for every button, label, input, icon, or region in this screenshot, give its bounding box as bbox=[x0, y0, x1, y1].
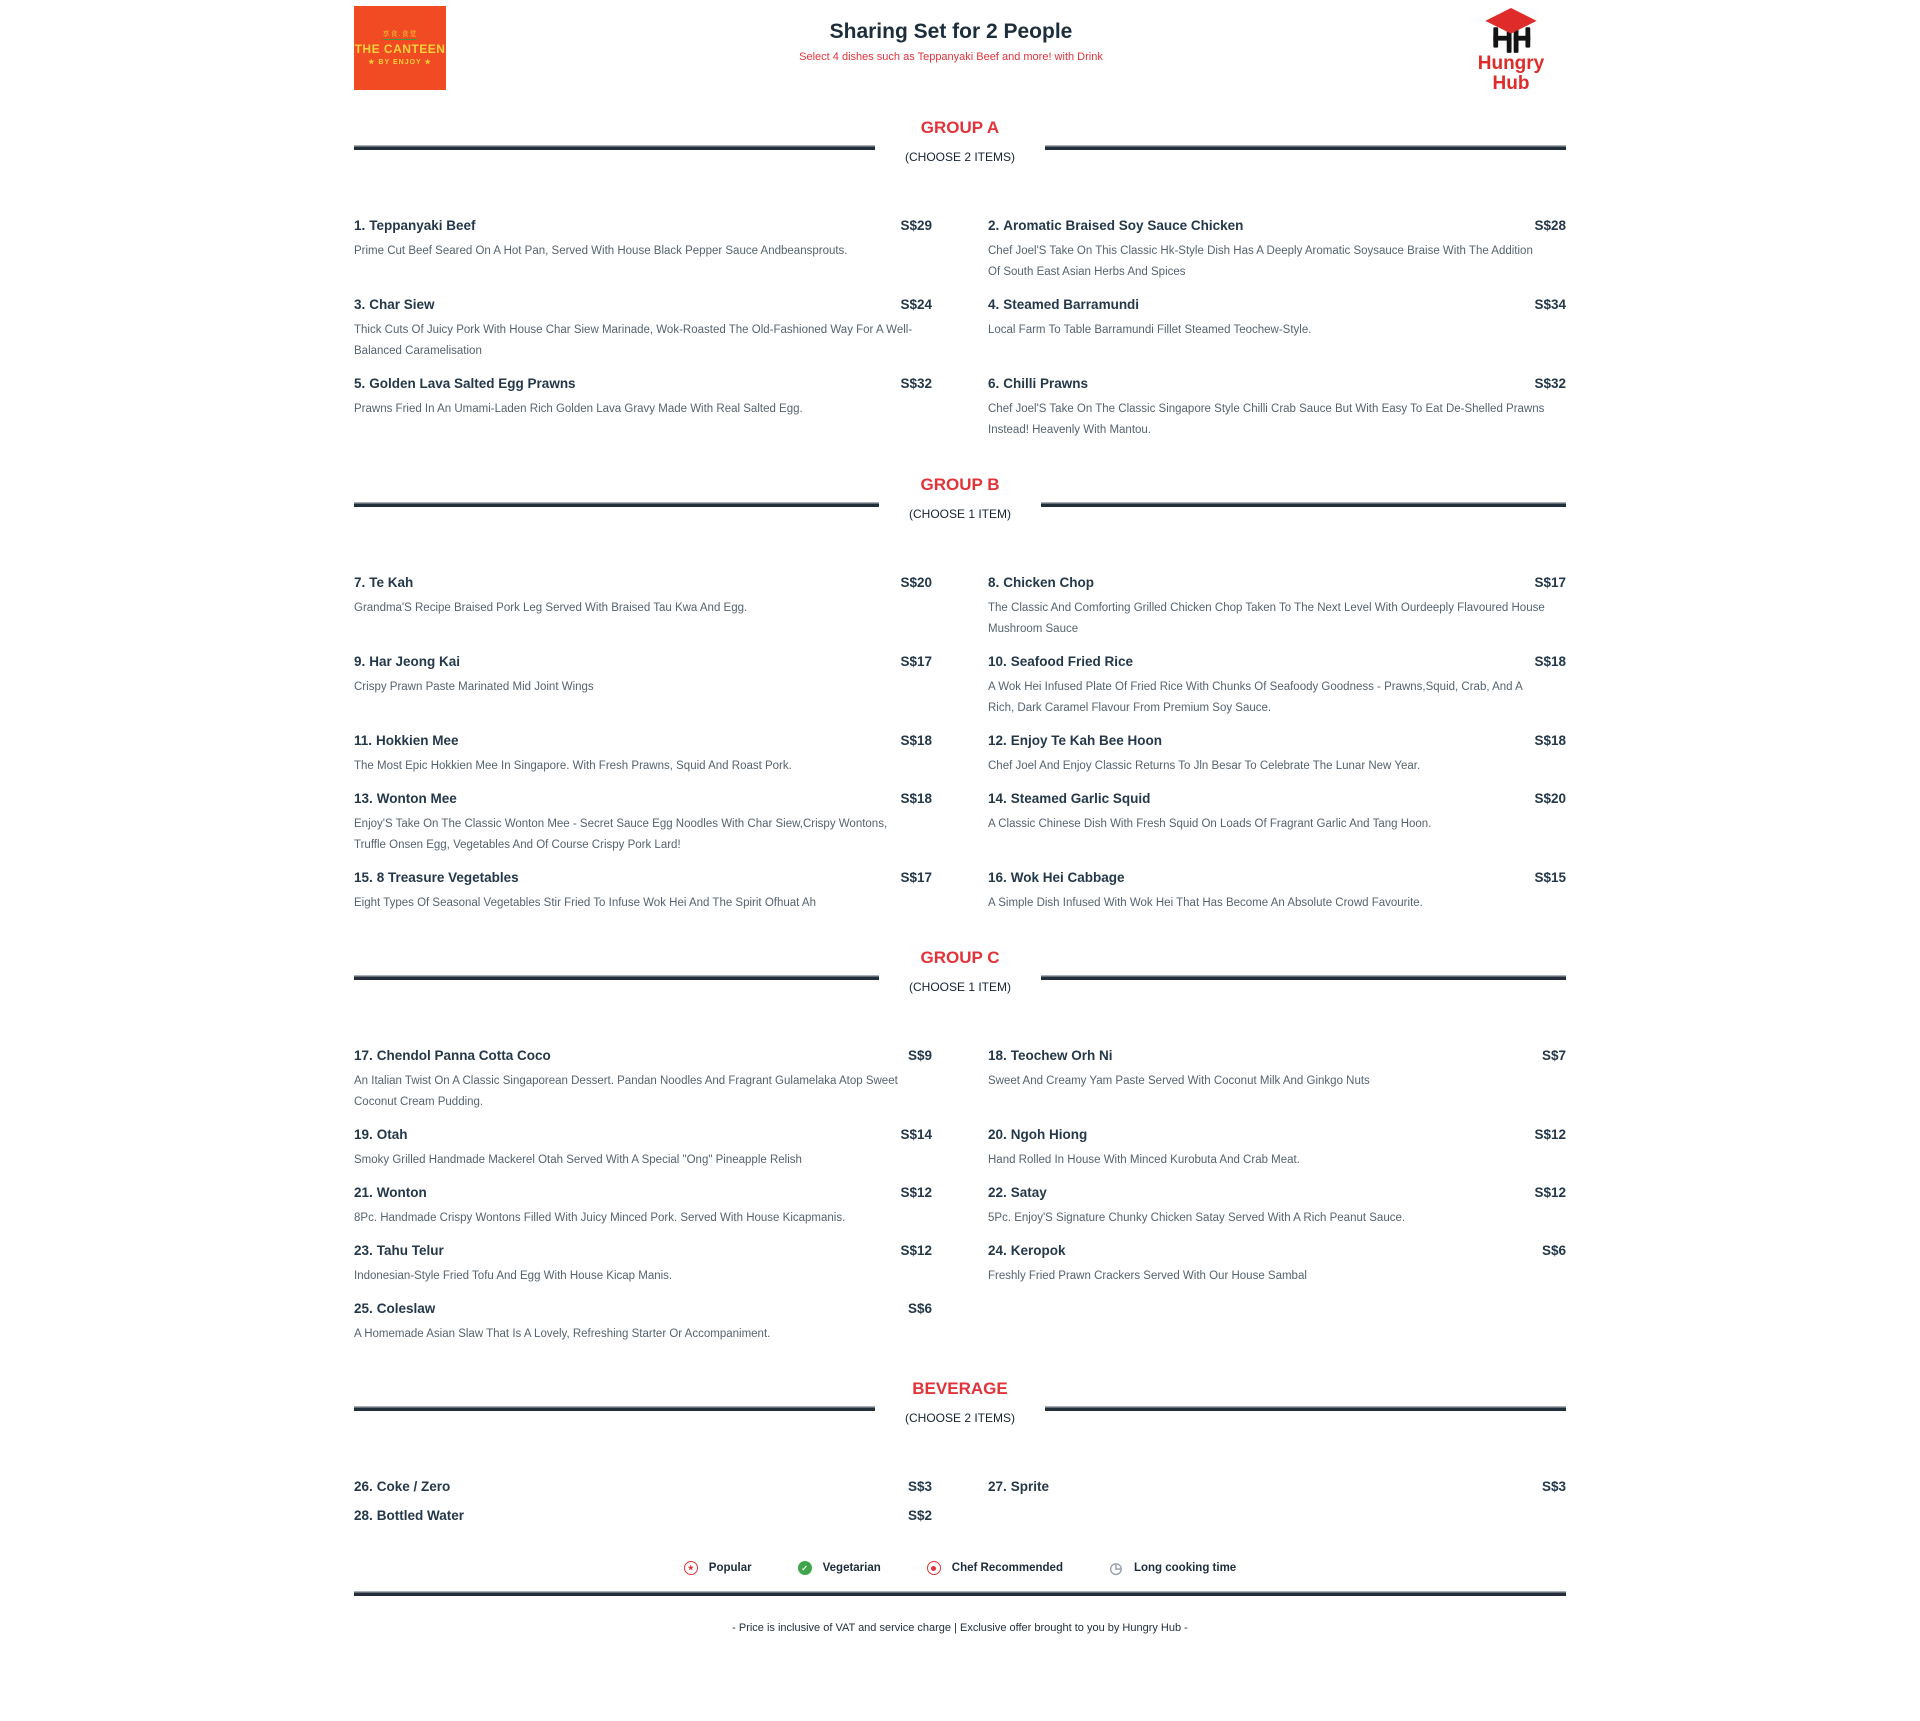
hungry-hub-logo bbox=[1456, 6, 1566, 94]
menu-item-name: Golden Lava Salted Egg Prawns bbox=[369, 376, 576, 391]
menu-item-number: 9. bbox=[354, 654, 366, 669]
section-choose-note: (CHOOSE 1 ITEM) bbox=[908, 980, 1011, 994]
menu-item-price: S$24 bbox=[900, 297, 932, 312]
menu-item-header bbox=[354, 1185, 932, 1200]
menu-item-description: Chef Joel'S Take On This Classic Hk-Style Dish Has A Deeply Aromatic Soysauce Braise With The Addition Of South East Asian Herbs And Spices bbox=[988, 245, 1533, 278]
menu-item bbox=[988, 376, 1566, 441]
menu-item bbox=[354, 1048, 932, 1113]
menu-item-description: Freshly Fried Prawn Crackers Served With Our House Sambal bbox=[988, 1270, 1307, 1282]
menu-item bbox=[354, 870, 932, 914]
menu-item bbox=[354, 575, 932, 619]
menu-item-description: Thick Cuts Of Juicy Pork With House Char Siew Marinade, Wok-Roasted The Old-Fashioned Way For A Well-Balanced Caramelisation bbox=[354, 324, 913, 357]
section-header bbox=[354, 116, 1566, 170]
menu-item-header bbox=[354, 870, 932, 885]
menu-item bbox=[354, 218, 932, 262]
menu-item-header bbox=[988, 1479, 1566, 1494]
menu-item-price: S$2 bbox=[907, 1508, 932, 1523]
menu-item-price: S$28 bbox=[1534, 218, 1566, 233]
menu-item-price: S$18 bbox=[1534, 733, 1566, 748]
menu-item-number: 16. bbox=[988, 870, 1007, 885]
menu-item-number: 13. bbox=[354, 791, 373, 806]
menu-item-header bbox=[988, 733, 1566, 748]
menu-item-price: S$32 bbox=[900, 376, 932, 391]
page-header bbox=[354, 6, 1566, 98]
menu-item-name: 8 Treasure Vegetables bbox=[376, 870, 519, 885]
menu-item-title bbox=[354, 654, 460, 669]
menu-item-price: S$12 bbox=[900, 1243, 932, 1258]
menu-item-name: Steamed Garlic Squid bbox=[1010, 791, 1151, 806]
section-label bbox=[879, 473, 1041, 521]
menu-item-header bbox=[988, 1185, 1566, 1200]
popular-icon: ★ bbox=[684, 1561, 698, 1575]
menu-item-number: 8. bbox=[988, 575, 1000, 590]
menu-item-header bbox=[988, 376, 1566, 391]
menu-item-description: Eight Types Of Seasonal Vegetables Stir Fried To Infuse Wok Hei And The Spirit Ofhuat Ah bbox=[354, 897, 816, 909]
menu-item-title bbox=[354, 1508, 464, 1523]
menu-item-description: Indonesian-Style Fried Tofu And Egg With House Kicap Manis. bbox=[354, 1270, 673, 1282]
long-cooking-time-icon: ◷ bbox=[1109, 1560, 1123, 1577]
menu-item-title bbox=[354, 1301, 435, 1316]
menu-item-name: Teochew Orh Ni bbox=[1010, 1048, 1113, 1063]
menu-item-name: Coleslaw bbox=[376, 1301, 436, 1316]
menu-item-title bbox=[354, 575, 413, 590]
menu-item-number: 3. bbox=[354, 297, 366, 312]
menu-item-number: 7. bbox=[354, 575, 366, 590]
menu-item-number: 26. bbox=[354, 1479, 373, 1494]
menu-item-number: 24. bbox=[988, 1243, 1007, 1258]
menu-item-price: S$12 bbox=[1534, 1185, 1566, 1200]
menu-item-title bbox=[988, 1127, 1087, 1142]
hungry-hub-wordmark-line2: Hub bbox=[1492, 73, 1530, 94]
menu-item-price: S$29 bbox=[900, 218, 932, 233]
menu-item-description: Enjoy'S Take On The Classic Wonton Mee - Secret Sauce Egg Noodles With Char Siew,Crispy Wontons, Truffle Onsen Egg, Vegetables And Of Course Crispy Pork Lard! bbox=[354, 818, 888, 851]
menu-item-title bbox=[354, 1048, 551, 1063]
menu-item bbox=[354, 376, 932, 420]
menu-item bbox=[354, 1185, 932, 1229]
menu-item-number: 6. bbox=[988, 376, 1000, 391]
menu-item bbox=[988, 1479, 1566, 1494]
menu-item bbox=[354, 654, 932, 698]
menu-item bbox=[988, 1048, 1566, 1092]
section-choose-note: (CHOOSE 1 ITEM) bbox=[908, 507, 1011, 521]
menu-item-price: S$9 bbox=[907, 1048, 932, 1063]
menu-item-title bbox=[354, 376, 576, 391]
menu-item-title bbox=[354, 1243, 444, 1258]
section-header bbox=[354, 946, 1566, 1000]
menu-item-number: 25. bbox=[354, 1301, 373, 1316]
menu-item-name: Aromatic Braised Soy Sauce Chicken bbox=[1003, 218, 1244, 233]
menu-item-description: 8Pc. Handmade Crispy Wontons Filled With Juicy Minced Pork. Served With House Kicapmanis. bbox=[354, 1212, 846, 1224]
menu-item bbox=[988, 1243, 1566, 1287]
menu-item-price: S$3 bbox=[1541, 1479, 1566, 1494]
menu-item-title bbox=[354, 218, 476, 233]
hungry-hub-table-icon bbox=[1456, 8, 1566, 54]
menu-section bbox=[354, 116, 1566, 455]
menu-item-title bbox=[988, 733, 1162, 748]
menu-item-number: 19. bbox=[354, 1127, 373, 1142]
menu-item bbox=[988, 870, 1566, 914]
legend-label: Popular bbox=[708, 1562, 752, 1574]
section-choose-note: (CHOOSE 2 ITEMS) bbox=[904, 1411, 1015, 1425]
menu-item-header bbox=[354, 376, 932, 391]
chef-recommended-icon bbox=[927, 1561, 941, 1575]
section-items bbox=[354, 1479, 1566, 1537]
menu-item-number: 28. bbox=[354, 1508, 373, 1523]
restaurant-logo-name: THE CANTEEN bbox=[354, 42, 446, 56]
menu-item-title bbox=[988, 870, 1125, 885]
menu-item-name: Steamed Barramundi bbox=[1003, 297, 1140, 312]
menu-item-header bbox=[988, 1127, 1566, 1142]
menu-item-description: An Italian Twist On A Classic Singaporean Dessert. Pandan Noodles And Fragrant Gulamelaka Atop Sweet Coconut Cream Pudding. bbox=[354, 1075, 898, 1108]
menu-item-title bbox=[988, 1048, 1113, 1063]
menu-item-description: Smoky Grilled Handmade Mackerel Otah Served With A Special "Ong" Pineapple Relish bbox=[354, 1154, 802, 1166]
menu-item-number: 27. bbox=[988, 1479, 1007, 1494]
menu-item-number: 18. bbox=[988, 1048, 1007, 1063]
menu-item bbox=[354, 297, 932, 362]
menu-item-number: 4. bbox=[988, 297, 1000, 312]
menu-item-name: Chicken Chop bbox=[1003, 575, 1095, 590]
menu-item-number: 1. bbox=[354, 218, 366, 233]
section-title: GROUP B bbox=[920, 475, 1000, 494]
menu-item-name: Sprite bbox=[1010, 1479, 1050, 1494]
menu-item-title bbox=[354, 1127, 408, 1142]
section-items bbox=[354, 575, 1566, 928]
menu-item bbox=[988, 218, 1566, 283]
menu-item-header bbox=[354, 1301, 932, 1316]
menu-item-title bbox=[354, 791, 457, 806]
section-label bbox=[879, 946, 1041, 994]
menu-item-title bbox=[988, 218, 1243, 233]
menu-item bbox=[988, 1127, 1566, 1171]
menu-item-price: S$17 bbox=[900, 870, 932, 885]
menu-item-name: Satay bbox=[1010, 1185, 1047, 1200]
menu-section bbox=[354, 1377, 1566, 1537]
menu-item-price: S$3 bbox=[907, 1479, 932, 1494]
section-title: BEVERAGE bbox=[912, 1379, 1008, 1398]
menu-item-price: S$7 bbox=[1541, 1048, 1566, 1063]
menu-item-number: 21. bbox=[354, 1185, 373, 1200]
menu-item-title bbox=[354, 297, 435, 312]
menu-item-header bbox=[988, 654, 1566, 669]
menu-item-name: Teppanyaki Beef bbox=[369, 218, 476, 233]
legend-item-long-cooking-time bbox=[1109, 1561, 1236, 1575]
menu-item-description: Grandma'S Recipe Braised Pork Leg Served With Braised Tau Kwa And Egg. bbox=[354, 602, 748, 614]
menu-item-title bbox=[988, 297, 1139, 312]
menu-item-name: Wok Hei Cabbage bbox=[1010, 870, 1125, 885]
menu-item-title bbox=[354, 870, 519, 885]
menu-item bbox=[988, 654, 1566, 719]
section-items bbox=[354, 218, 1566, 455]
menu-item-title bbox=[988, 1243, 1066, 1258]
restaurant-logo bbox=[354, 6, 446, 90]
menu-item-title bbox=[354, 733, 459, 748]
menu-item-price: S$18 bbox=[900, 733, 932, 748]
menu-item-header bbox=[988, 297, 1566, 312]
section-header bbox=[354, 473, 1566, 527]
legend-label: Long cooking time bbox=[1133, 1562, 1237, 1574]
legend-label: Chef Recommended bbox=[951, 1562, 1063, 1574]
menu-item-header bbox=[354, 791, 932, 806]
menu-item-description: A Simple Dish Infused With Wok Hei That Has Become An Absolute Crowd Favourite. bbox=[988, 897, 1423, 909]
menu-item-name: Te Kah bbox=[369, 575, 414, 590]
menu-item-title bbox=[988, 654, 1133, 669]
menu-item-name: Chendol Panna Cotta Coco bbox=[376, 1048, 551, 1063]
menu-item-name: Chilli Prawns bbox=[1003, 376, 1089, 391]
menu-item bbox=[988, 1185, 1566, 1229]
restaurant-logo-chinese-text: 享食.食堂 bbox=[382, 31, 418, 38]
menu-item-price: S$6 bbox=[907, 1301, 932, 1316]
menu-item-number: 12. bbox=[988, 733, 1007, 748]
menu-item-header bbox=[354, 575, 932, 590]
menu-item-header bbox=[988, 1048, 1566, 1063]
menu-item bbox=[354, 1127, 932, 1171]
menu-item-number: 5. bbox=[354, 376, 366, 391]
menu-item-description: Chef Joel'S Take On The Classic Singapore Style Chilli Crab Sauce But With Easy To Eat De-Shelled Prawns Instead! Heavenly With Mantou. bbox=[988, 403, 1545, 436]
menu-item-header bbox=[988, 575, 1566, 590]
menu-item bbox=[988, 733, 1566, 777]
menu-item-description: Local Farm To Table Barramundi Fillet Steamed Teochew-Style. bbox=[988, 324, 1312, 336]
menu-item bbox=[354, 791, 932, 856]
menu-item-name: Enjoy Te Kah Bee Hoon bbox=[1010, 733, 1163, 748]
menu-section bbox=[354, 946, 1566, 1359]
menu-section bbox=[354, 473, 1566, 928]
legend-label: Vegetarian bbox=[822, 1562, 881, 1574]
menu-item-header bbox=[354, 1127, 932, 1142]
legend-item-chef-recommended bbox=[927, 1561, 1063, 1575]
menu-item-title bbox=[988, 376, 1088, 391]
menu-item-header bbox=[354, 1479, 932, 1494]
menu-item-header bbox=[354, 1508, 932, 1523]
page-title: Sharing Set for 2 People bbox=[829, 20, 1073, 43]
menu-item-header bbox=[988, 791, 1566, 806]
menu-item-description: 5Pc. Enjoy'S Signature Chunky Chicken Satay Served With A Rich Peanut Sauce. bbox=[988, 1212, 1406, 1224]
menu-item-name: Ngoh Hiong bbox=[1010, 1127, 1088, 1142]
menu-item-name: Char Siew bbox=[369, 297, 435, 312]
menu-item-header bbox=[354, 297, 932, 312]
menu-item bbox=[354, 1243, 932, 1287]
menu-item-header bbox=[354, 733, 932, 748]
menu-item-description: Crispy Prawn Paste Marinated Mid Joint Wings bbox=[354, 681, 594, 693]
menu-item-description: Prime Cut Beef Seared On A Hot Pan, Served With House Black Pepper Sauce Andbeansprouts. bbox=[354, 245, 848, 257]
menu-item-price: S$12 bbox=[1534, 1127, 1566, 1142]
menu-item bbox=[354, 1301, 932, 1345]
menu-item-header bbox=[354, 654, 932, 669]
section-label bbox=[875, 1377, 1045, 1425]
menu-item-description: A Wok Hei Infused Plate Of Fried Rice With Chunks Of Seafoody Goodness - Prawns,Squid, Crab, And A Rich, Dark Caramel Flavour From Premium Soy Sauce. bbox=[988, 681, 1523, 714]
legend-item-vegetarian bbox=[798, 1561, 881, 1575]
restaurant-logo-subtitle: ★ BY ENJOY ★ bbox=[368, 59, 432, 66]
menu-item-price: S$18 bbox=[1534, 654, 1566, 669]
section-title: GROUP C bbox=[920, 948, 1000, 967]
menu-item-price: S$20 bbox=[900, 575, 932, 590]
menu-item-header bbox=[988, 870, 1566, 885]
menu-item-header bbox=[988, 218, 1566, 233]
menu-item bbox=[988, 297, 1566, 341]
menu-item-description: Prawns Fried In An Umami-Laden Rich Golden Lava Gravy Made With Real Salted Egg. bbox=[354, 403, 803, 415]
menu-item-title bbox=[354, 1185, 427, 1200]
menu-item-title bbox=[988, 1185, 1047, 1200]
menu-item-name: Otah bbox=[376, 1127, 408, 1142]
menu-item-header bbox=[354, 1048, 932, 1063]
menu-item-number: 17. bbox=[354, 1048, 373, 1063]
menu-item-header bbox=[988, 1243, 1566, 1258]
menu-item-title bbox=[988, 791, 1150, 806]
menu-item-title bbox=[354, 1479, 450, 1494]
menu-item-title bbox=[988, 575, 1094, 590]
menu-item-title bbox=[988, 1479, 1049, 1494]
hungry-hub-wordmark-line1: Hungry bbox=[1477, 53, 1545, 74]
menu-item-price: S$20 bbox=[1534, 791, 1566, 806]
menu-sections bbox=[354, 116, 1566, 1537]
menu-item-price: S$17 bbox=[900, 654, 932, 669]
menu-item-name: Keropok bbox=[1010, 1243, 1066, 1258]
menu-item bbox=[354, 733, 932, 777]
menu-item bbox=[354, 1479, 932, 1494]
section-label bbox=[875, 116, 1045, 164]
menu-item-name: Bottled Water bbox=[376, 1508, 465, 1523]
menu-item-header bbox=[354, 218, 932, 233]
section-items bbox=[354, 1048, 1566, 1359]
menu-item-price: S$14 bbox=[900, 1127, 932, 1142]
page-subtitle: Select 4 dishes such as Teppanyaki Beef and more! with Drink bbox=[799, 51, 1103, 63]
menu-item-description: The Most Epic Hokkien Mee In Singapore. With Fresh Prawns, Squid And Roast Pork. bbox=[354, 760, 792, 772]
section-header bbox=[354, 1377, 1566, 1431]
menu-item-description: The Classic And Comforting Grilled Chicken Chop Taken To The Next Level With Ourdeeply Flavoured House Mushroom Sauce bbox=[988, 602, 1545, 635]
menu-item-number: 23. bbox=[354, 1243, 373, 1258]
menu-item-number: 14. bbox=[988, 791, 1007, 806]
menu-item-price: S$18 bbox=[900, 791, 932, 806]
menu-item-number: 20. bbox=[988, 1127, 1007, 1142]
menu-item-price: S$6 bbox=[1541, 1243, 1566, 1258]
menu-item-price: S$17 bbox=[1534, 575, 1566, 590]
menu-item-number: 22. bbox=[988, 1185, 1007, 1200]
menu-item-number: 2. bbox=[988, 218, 1000, 233]
menu-item-name: Coke / Zero bbox=[376, 1479, 451, 1494]
menu-item-name: Tahu Telur bbox=[376, 1243, 444, 1258]
section-choose-note: (CHOOSE 2 ITEMS) bbox=[904, 150, 1015, 164]
menu-item-description: A Homemade Asian Slaw That Is A Lovely, Refreshing Starter Or Accompaniment. bbox=[354, 1328, 771, 1340]
menu-item-number: 15. bbox=[354, 870, 373, 885]
legend bbox=[354, 1561, 1566, 1575]
menu-item-description: Sweet And Creamy Yam Paste Served With Coconut Milk And Ginkgo Nuts bbox=[988, 1075, 1370, 1087]
menu-item-name: Wonton bbox=[376, 1185, 427, 1200]
footer-divider bbox=[354, 1591, 1566, 1596]
menu-item-description: Chef Joel And Enjoy Classic Returns To Jln Besar To Celebrate The Lunar New Year. bbox=[988, 760, 1421, 772]
menu-item-number: 10. bbox=[988, 654, 1007, 669]
menu-item-name: Seafood Fried Rice bbox=[1010, 654, 1134, 669]
menu-item-description: A Classic Chinese Dish With Fresh Squid On Loads Of Fragrant Garlic And Tang Hoon. bbox=[988, 818, 1432, 830]
menu-item-number: 11. bbox=[354, 733, 373, 748]
legend-item-popular bbox=[684, 1561, 752, 1575]
menu-item bbox=[988, 791, 1566, 835]
menu-item-description: Hand Rolled In House With Minced Kurobuta And Crab Meat. bbox=[988, 1154, 1300, 1166]
menu-item-header bbox=[354, 1243, 932, 1258]
menu-item-name: Hokkien Mee bbox=[376, 733, 459, 748]
footer-note: - Price is inclusive of VAT and service charge | Exclusive offer brought to you by Hungry Hub - bbox=[732, 1622, 1188, 1634]
menu-item-price: S$12 bbox=[900, 1185, 932, 1200]
menu-item bbox=[354, 1508, 932, 1523]
menu-item-price: S$32 bbox=[1534, 376, 1566, 391]
menu-item-name: Har Jeong Kai bbox=[369, 654, 461, 669]
vegetarian-icon: ✓ bbox=[798, 1561, 812, 1575]
menu-item-price: S$15 bbox=[1534, 870, 1566, 885]
menu-item-name: Wonton Mee bbox=[376, 791, 457, 806]
section-title: GROUP A bbox=[920, 118, 1000, 137]
menu-item-price: S$34 bbox=[1534, 297, 1566, 312]
menu-page bbox=[354, 0, 1566, 1634]
menu-item bbox=[988, 575, 1566, 640]
